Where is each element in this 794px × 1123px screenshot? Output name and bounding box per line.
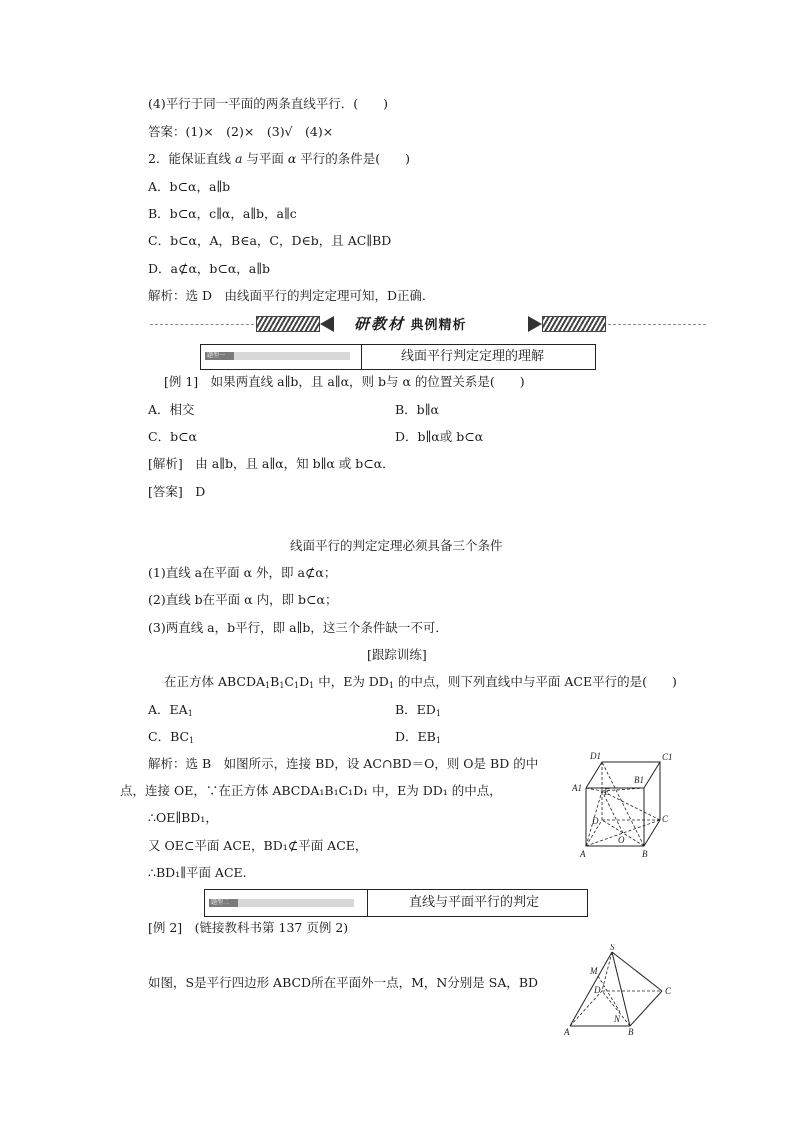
topic-2-header: [204, 889, 588, 917]
example-1-option-c: C．b⊂α: [148, 429, 197, 444]
cube-label-b1: B1: [634, 775, 644, 785]
cube-label-d: D: [592, 816, 599, 826]
example-2-stem: [例 2] (链接教科书第 137 页例 2): [148, 920, 349, 935]
example-2-body: 如图，S是平行四边形 ABCD所在平面外一点，M，N分别是 SA，BD: [148, 975, 539, 990]
training-option-a: A．$EA_1$: [148, 702, 193, 718]
training-option-b: B．$ED_1$: [395, 702, 441, 718]
banner-dashed-left: [150, 324, 254, 325]
pyramid-hidden-ad: [570, 991, 602, 1026]
q2-var-alpha: α: [287, 151, 297, 166]
banner-arrow-right-icon: [528, 316, 542, 332]
cube-label-c1: C1: [662, 752, 673, 762]
q2-analysis: 解析：选 D 由线面平行的判定定理可知，D正确．: [148, 288, 435, 303]
training-analysis-3: ∴OE∥BD₁，: [148, 810, 218, 825]
training-option-d: D．$EB_1$: [395, 729, 441, 745]
method-heading: 线面平行的判定定理必须具备三个条件: [290, 538, 503, 553]
banner-dashed-right: [608, 324, 706, 325]
method-item-1: (1)直线 a在平面 α 外，即 a⊄α；: [148, 565, 337, 580]
q2-option-b: B．b⊂α，c∥α，a∥b，a∥c: [148, 206, 297, 221]
banner-hatch-left: [256, 316, 320, 332]
method-item-3: (3)两直线 a，b平行，即 a∥b，这三个条件缺一不可．: [148, 620, 448, 635]
topic-1-header: [200, 344, 596, 370]
q2-option-c: C．b⊂α，A，B∈a，C，D∈b，且 AC∥BD: [148, 233, 392, 248]
pyramid-label-n: N: [614, 1014, 621, 1024]
topic-2-title: 直线与平面平行的判定: [409, 895, 540, 910]
cube-label-d1: D1: [590, 751, 601, 761]
cube-label-a1: A1: [572, 783, 582, 793]
cube-label-c: C: [662, 814, 669, 824]
cube-top-face: [586, 762, 660, 788]
q2-option-d: D．a⊄α，b⊂α，a∥b: [148, 261, 271, 276]
cube-figure: [568, 748, 678, 862]
topic-1-divider: [361, 345, 362, 369]
example-1-option-b: B．b∥α: [395, 402, 439, 417]
banner-hatch-right: [542, 316, 606, 332]
example-1-option-d: D．b∥α或 b⊂α: [395, 429, 484, 444]
pyramid-label-b: B: [628, 1027, 634, 1037]
banner-title: [354, 315, 467, 335]
q2-var-a: a: [234, 151, 243, 166]
example-1-stem: [例 1] 如果两直线 a∥b，且 a∥α，则 b与 α 的位置关系是( ): [164, 374, 525, 389]
q2-stem-a: 2．能保证直线: [148, 151, 235, 166]
pyramid-label-d: D: [594, 985, 601, 995]
training-option-c: C．$BC_1$: [148, 729, 195, 745]
training-analysis-4: 又 OE⊂平面 ACE，BD₁⊄平面 ACE，: [148, 838, 368, 853]
pyramid-label-s: S: [610, 944, 615, 952]
method-item-2: (2)直线 b在平面 α 内，即 b⊂α；: [148, 592, 338, 607]
banner-title-big: 研教材: [354, 315, 406, 333]
training-analysis-2: 点，连接 OE，∵在正方体 ABCDA₁B₁C₁D₁ 中，E为 DD₁ 的中点，: [120, 783, 502, 798]
training-stem: 在正方体 $ABCDA_1B_1C_1D_1$ 中，E为 $DD_1$ 的中点，则下列直线中与平面 ACE平行的是( ): [164, 674, 677, 690]
cube-edge-bc: [644, 820, 660, 846]
topic-2-tag: 题型二: [209, 899, 354, 907]
pyramid-label-a: A: [564, 1027, 570, 1037]
banner-title-small: 典例精析: [410, 318, 467, 333]
cube-ce: [602, 791, 660, 820]
topic-1-tag: 题型一: [205, 352, 350, 360]
pyramid-figure: [558, 944, 688, 1038]
q4-line: (4)平行于同一平面的两条直线平行．( ): [148, 96, 388, 111]
training-analysis-5: ∴BD₁∥平面 ACE.: [148, 865, 247, 880]
q2-stem-b: 与平面: [242, 151, 288, 166]
cube-label-o: O: [618, 835, 625, 845]
topic-1-title: 线面平行判定定理的理解: [401, 349, 545, 364]
example-1-option-a: A．相交: [148, 402, 195, 417]
pyramid-label-m: M: [590, 966, 598, 976]
training-analysis-1: 解析：选 B 如图所示，连接 BD，设 AC∩BD＝O，则 O是 BD 的中: [148, 756, 539, 771]
q2-option-a: A．b⊂α，a∥b: [148, 179, 231, 194]
pyramid-mn: [598, 976, 620, 1012]
answers-line: 答案：(1)× (2)× (3)√ (4)×: [148, 124, 334, 139]
q2-stem: [148, 151, 410, 167]
example-1-analysis: [解析] 由 a∥b，且 a∥α，知 b∥α 或 b⊂α．: [148, 456, 395, 471]
q2-stem-c: 平行的条件是( ): [296, 151, 411, 166]
pyramid-label-c: C: [665, 986, 672, 996]
cube-label-b: B: [642, 849, 648, 859]
topic-2-divider: [367, 890, 368, 916]
example-1-answer: [答案] D: [148, 484, 206, 499]
cube-label-e: E: [604, 787, 610, 797]
pyramid-edge-sc: [612, 952, 662, 991]
training-heading: [跟踪训练]: [367, 647, 427, 662]
cube-label-a: A: [580, 849, 586, 859]
banner-arrow-left-icon: [320, 316, 334, 332]
